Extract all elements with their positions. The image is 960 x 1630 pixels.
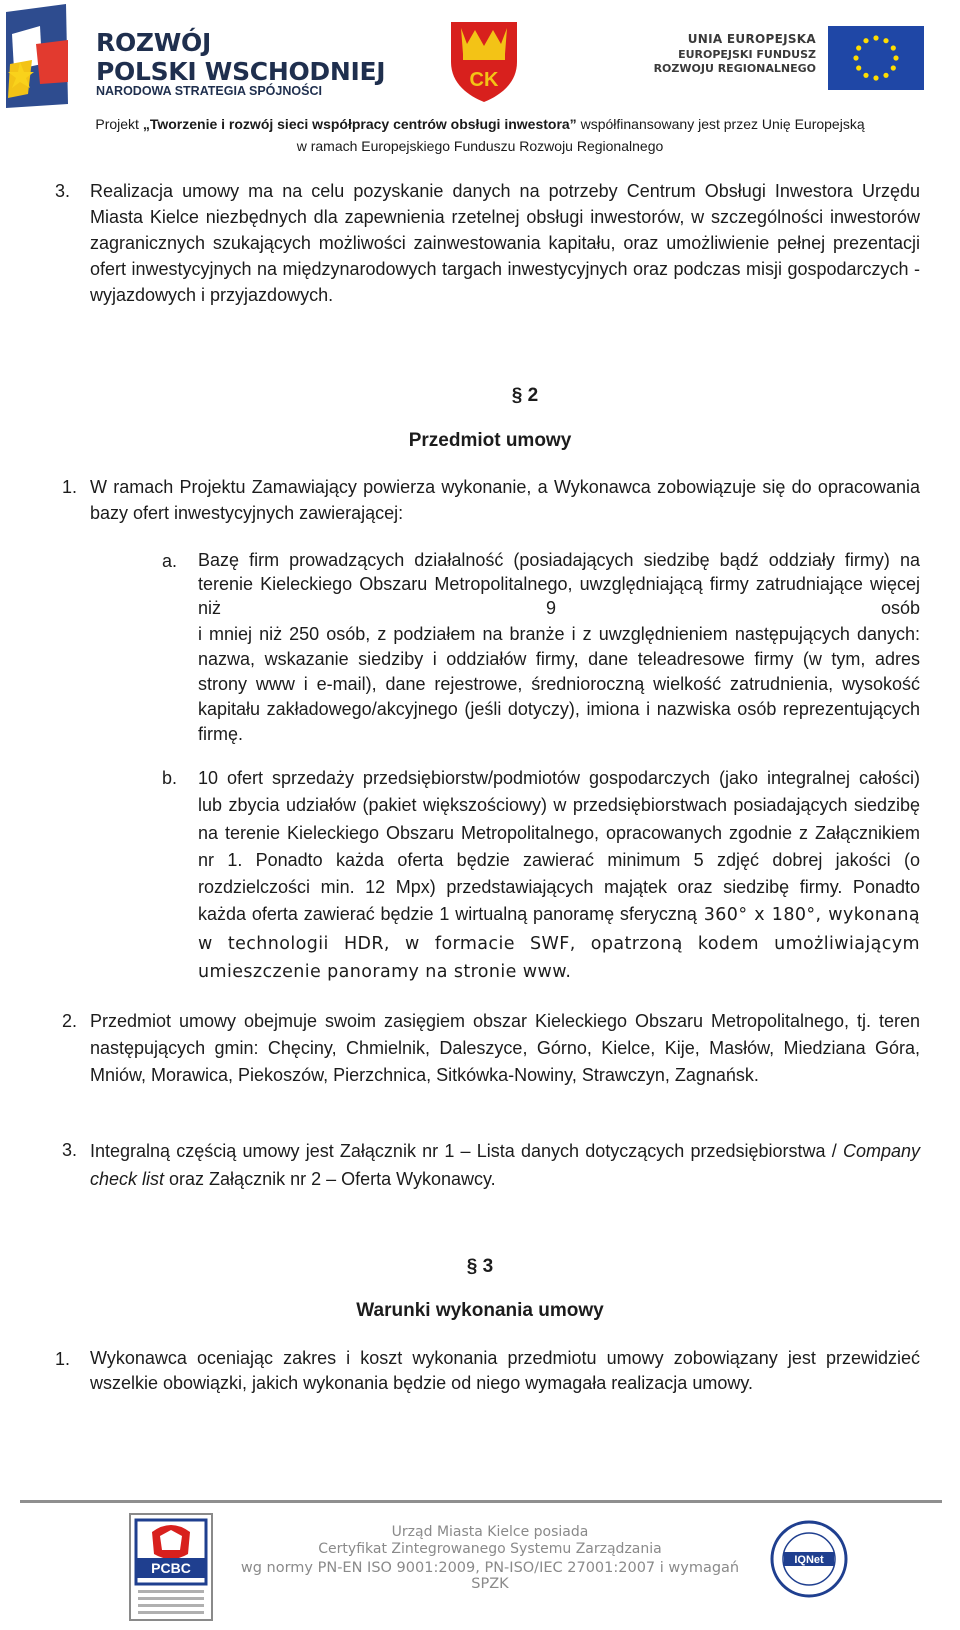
ue-line1: UNIA EUROPEJSKA — [687, 32, 816, 46]
ue-line2: EUROPEJSKI FUNDUSZ — [678, 48, 816, 61]
project-line-1 — [0, 116, 960, 132]
s1-item3-text: Realizacja umowy ma na celu pozyskanie danych na potrzeby Centrum Obsługi Inwestora Urzędu Miasta Kielce niezbędnych dla zapewnienia rzetelnej obsługi inwestorów, w szczególności inwestorów zagranicznych szukających możliwości zainwestowania kapitału, oraz umożliwienie pełnej prezentacji ofert inwestycyjnych na międzynarodowych targach inwestycyjnych oraz podczas misji gospodarczych - wyjazdowych i przyjazdowych. — [90, 181, 920, 305]
section3-symbol: § 3 — [466, 1256, 494, 1277]
s2-item-b-label: b. — [162, 768, 178, 788]
iqnet-certified-icon — [770, 1520, 848, 1598]
rpw-title-line2: POLSKI WSCHODNIEJ — [96, 57, 386, 86]
s2-item3-number: 3. — [62, 1140, 78, 1160]
s2-item3-text-part2: oraz Załącznik nr 2 – Oferta Wykonawcy. — [164, 1169, 496, 1189]
s2-item-a-text-part2: i mniej niż 250 osób, z podziałem na branże i z uwzględnieniem następujących danych: nazwa, wskazanie siedziby i oddziałów firmy, dane teleadresowe firmy (w tym, adres strony www i e-mail), dane rejestrowe, średnioroczną wielkość zatrudnienia, wysokość kapitału zakładowego/akcyjnego (jeśli dotyczy), imiona i nazwiska osób reprezentujących firmę. — [198, 624, 920, 744]
pcbc-certificate-icon — [128, 1512, 214, 1622]
footer-line-3: wg normy PN-EN ISO 9001:2009, PN-ISO/IEC 27001:2007 i wymagań SPZK — [240, 1560, 740, 1592]
project-prefix: Projekt — [95, 116, 143, 132]
footer-divider — [20, 1500, 942, 1503]
s3-item1-number: 1. — [55, 1349, 71, 1369]
s2-item3-italic: Company check list — [90, 1141, 920, 1189]
footer-line-1: Urząd Miasta Kielce posiada — [391, 1524, 589, 1540]
section2-symbol: § 2 — [511, 385, 539, 406]
ue-logo-text — [620, 32, 816, 75]
footer-line-2: Certyfikat Zintegrowanego Systemu Zarządzania — [318, 1541, 662, 1557]
rozwoj-polski-wschodniej-logo-icon — [6, 4, 70, 108]
s2-item2-number: 2. — [62, 1011, 78, 1031]
project-line-2: w ramach Europejskiego Funduszu Rozwoju Regionalnego — [296, 138, 664, 154]
s2-item3-text — [90, 1137, 920, 1193]
s2-item2-text: Przedmiot umowy obejmuje swoim zasięgiem obszar Kieleckiego Obszaru Metropolitalnego, tj. teren następujących gmin: Chęciny, Chmielnik, Daleszyce, Górno, Kielce, Kije, Masłów, Miedziana Góra, Mniów, Morawica, Piekoszów, Pierzchnica, Sitkówka-Nowiny, Strawczyn, Zagnańsk. — [90, 1011, 920, 1085]
s2-item1-number: 1. — [62, 477, 78, 497]
eu-flag-icon — [828, 26, 924, 90]
s2-item3-text-part1: Integralną częścią umowy jest Załącznik nr 1 – Lista danych dotyczących przedsiębiorstwa / — [90, 1141, 843, 1161]
s2-item-b-text-part1: 10 ofert sprzedaży przedsiębiorstw/podmiotów gospodarczych (jako integralnej całości) lub zbycia udziałów (pakiet większościowy) w przedsiębiorstwach posiadających siedzibę na terenie Kieleckiego Obszaru Metropolitalnego, opracowanych zgodnie z Załącznikiem nr 1. Ponadto każda oferta będzie zawierać minimum 5 zdjęć dobrej jakości (o rozdzielczości min. 12 Mpx) przedstawiających majątek oraz siedzibę firmy. Ponadto każda oferta zawierać będzie 1 wirtualną panoramę sferyczną — [198, 768, 920, 925]
rpw-title-line1: ROZWÓJ — [96, 28, 211, 57]
project-title: „Tworzenie i rozwój sieci współpracy centrów obsługi inwestora” — [142, 116, 577, 132]
s2-item-a-text-part1: Bazę firm prowadzących działalność (posiadających siedzibę bądź oddziały firmy) na terenie Kieleckiego Obszaru Metropolitalnego, uwzględniającą firmy zatrudniające więcej niż 9 osób — [198, 550, 920, 618]
rpw-logo-subtitle: NARODOWA STRATEGIA SPÓJNOŚCI — [96, 84, 322, 98]
iqnet-label: IQNet — [794, 1554, 824, 1566]
project-suffix: współfinansowany jest przez Unię Europejską — [576, 116, 865, 132]
s3-item1-text: Wykonawca oceniając zakres i koszt wykonania przedmiotu umowy zobowiązany jest przewidzieć wszelkie obowiązki, jakich wykonania będzie od niego wymagała realizacja umowy. — [90, 1348, 920, 1393]
crest-letters: CK — [469, 69, 499, 91]
section2-title: Przedmiot umowy — [408, 430, 572, 451]
kielce-crest-icon — [447, 18, 521, 102]
s2-item-b-text — [198, 765, 920, 986]
s2-item-b-text-part2: 360° x 180°, wykonaną w technologii HDR, w formacie SWF, opatrzoną kodem umożliwiającym umieszczenie panoramy na stronie www. — [198, 905, 920, 983]
ue-line3: ROZWOJU REGIONALNEGO — [653, 62, 816, 75]
s2-item-a-label: a. — [162, 551, 178, 571]
s2-item1-text: W ramach Projektu Zamawiający powierza wykonanie, a Wykonawca zobowiązuje się do opracowania bazy ofert inwestycyjnych zawierającej: — [90, 477, 920, 523]
rpw-logo-title — [96, 28, 385, 86]
pcbc-label: PCBC — [151, 1560, 191, 1576]
section3-title: Warunki wykonania umowy — [356, 1300, 604, 1321]
s1-item3-number: 3. — [55, 181, 71, 201]
